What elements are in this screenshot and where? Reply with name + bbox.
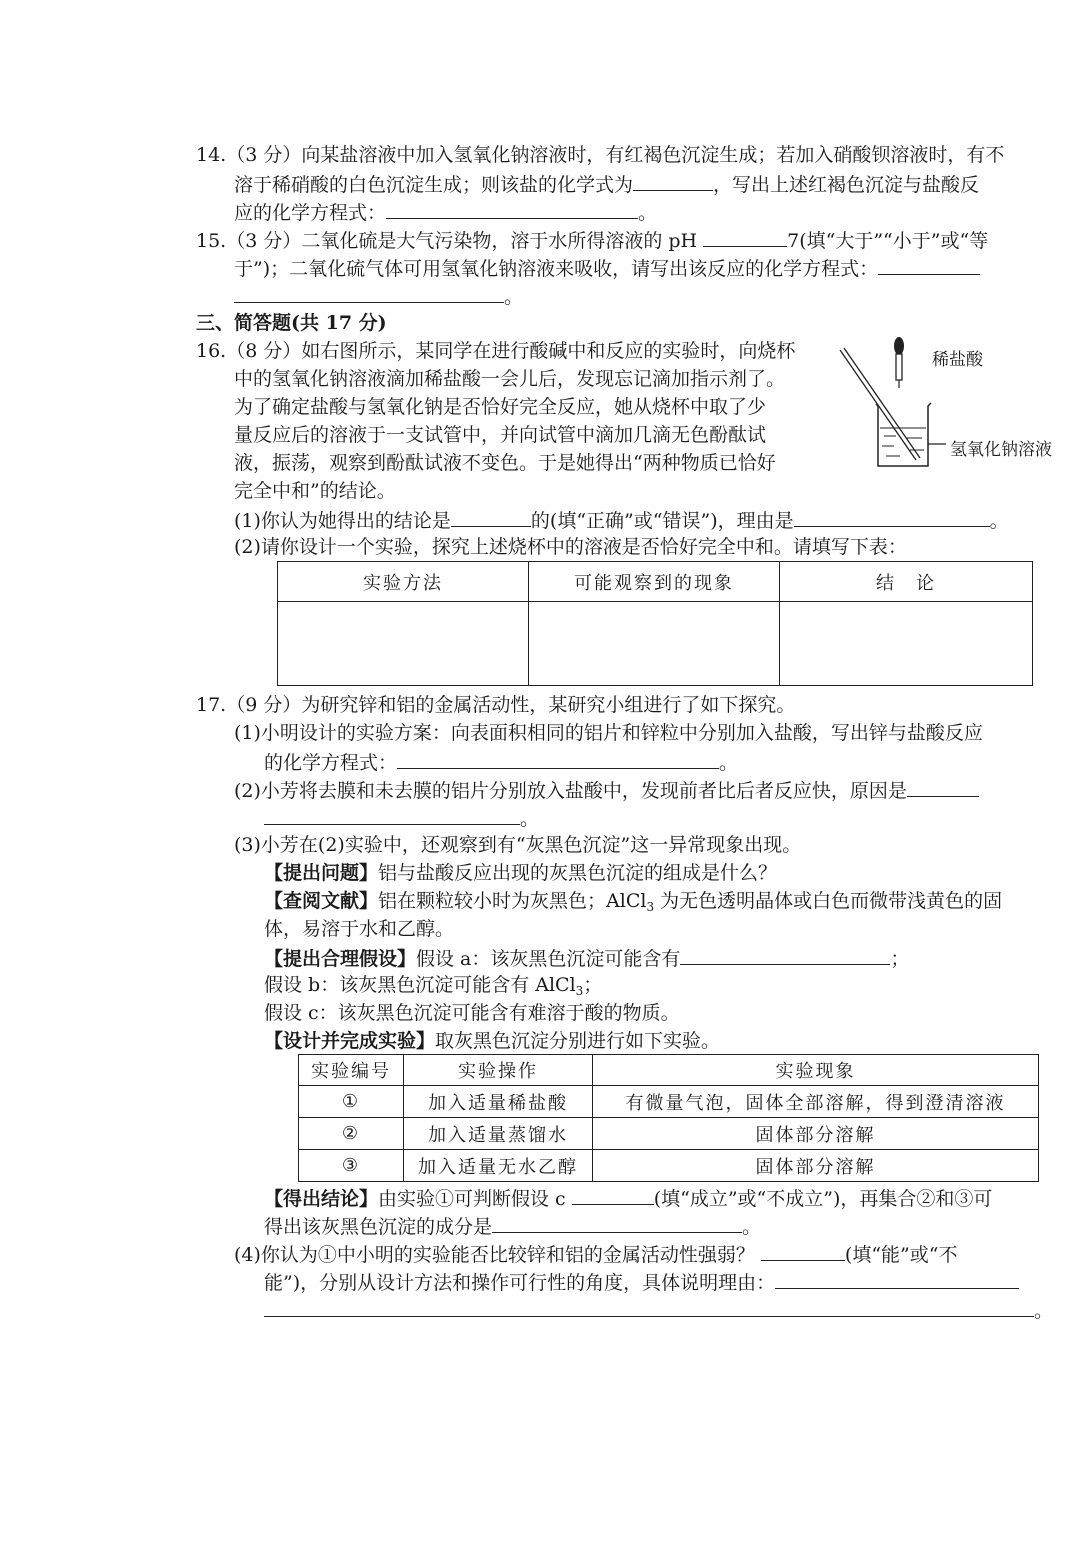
- q15-line-1: [196, 226, 988, 254]
- q16-cell-phenomenon[interactable]: [529, 602, 780, 686]
- q16-cell-conclusion[interactable]: [780, 602, 1033, 686]
- q16-header-conclusion: 结 论: [780, 562, 1033, 602]
- q17-design: [264, 1028, 720, 1056]
- conclusion-tag: 【得出结论】: [264, 1188, 379, 1210]
- design-text: 取灰黑色沉淀分别进行如下实验。: [435, 1030, 721, 1052]
- hypothesis-b-text: 假设 b：该灰黑色沉淀可能含有 AlCl: [264, 974, 576, 996]
- q17-hypothesis-a: [264, 944, 909, 972]
- q17-header-operation: 实验操作: [404, 1055, 593, 1086]
- q17-header-phenomenon: 实验现象: [593, 1055, 1039, 1086]
- q17-reason-blank-1[interactable]: [907, 776, 979, 797]
- q14-line-3: [234, 198, 657, 226]
- q17-row1-number: ①: [299, 1086, 404, 1118]
- q16-header-method: 实验方法: [278, 562, 529, 602]
- q17-p2-period: 。: [520, 808, 540, 830]
- q14-line-2: [234, 170, 979, 198]
- alcl3-subscript: 3: [646, 900, 655, 914]
- q14-line-1: 14.（3 分）向某盐溶液中加入氢氧化钠溶液时，有红褐色沉淀生成；若加入硝酸钡溶液时，有不: [196, 144, 1005, 166]
- q16-cell-method[interactable]: [278, 602, 529, 686]
- q16-line-4: 量反应后的溶液于一支试管中，并向试管中滴加几滴无色酚酞试: [234, 424, 767, 446]
- hypothesis-c-blank[interactable]: [572, 1184, 654, 1205]
- q15-period: 。: [504, 286, 524, 308]
- q17-p1-text: 的化学方程式：: [264, 752, 398, 774]
- q15-equation-blank-1[interactable]: [878, 254, 980, 275]
- q16-line-2: 中的氢氧化钠溶液滴加稀盐酸一会儿后，发现忘记滴加指示剂了。: [234, 368, 786, 390]
- q17-row3-operation: 加入适量无水乙醇: [404, 1150, 593, 1182]
- q17-experiment-table: [298, 1054, 1039, 1182]
- q16-header-phenomenon: 可能观察到的现象: [529, 562, 780, 602]
- conclusion-text-1b: (填“成立”或“不成立”)，再集合②和③可: [653, 1188, 993, 1210]
- q14-text-2a: 溶于稀硝酸的白色沉淀生成；则该盐的化学式为: [234, 174, 634, 196]
- dropper-bulb: [894, 337, 904, 355]
- q16-part-1: [234, 506, 1009, 534]
- q17-row3-number: ③: [299, 1150, 404, 1182]
- design-tag: 【设计并完成实验】: [264, 1030, 436, 1052]
- q17-part-1a: (1)小明设计的实验方案：向表面积相同的铝片和锌粒中分别加入盐酸，写出锌与盐酸反应: [234, 722, 983, 744]
- q17-row2-operation: 加入适量蒸馏水: [404, 1118, 593, 1150]
- q17-literature-2: 体，易溶于水和乙醇。: [264, 918, 455, 940]
- conclusion-text-1a: 由实验①可判断假设 c: [378, 1188, 566, 1210]
- q17-row2-number: ②: [299, 1118, 404, 1150]
- q14-period: 。: [638, 202, 658, 224]
- q16-p1-text-b: 的(填“正确”或“错误”)，理由是: [530, 510, 794, 532]
- figure-label-base: 氢氧化钠溶液: [950, 440, 1052, 460]
- ask-text: 铝与盐酸反应出现的灰黑色沉淀的组成是什么？: [378, 862, 778, 884]
- q17-p4-text-a: (4)你认为①中小明的实验能否比较锌和铝的金属活动性强弱？: [234, 1244, 755, 1266]
- composition-blank[interactable]: [492, 1212, 742, 1233]
- q17-intro: 17.（9 分）为研究锌和铝的金属活动性，某研究小组进行了如下探究。: [196, 694, 796, 716]
- q17-row2-phenomenon: 固体部分溶解: [593, 1118, 1039, 1150]
- q17-hypothesis-b: [264, 972, 602, 1000]
- conclusion-period: 。: [742, 1216, 762, 1238]
- q17-ask: [264, 860, 777, 888]
- q17-conclusion-2: [264, 1212, 761, 1240]
- q17-reason-blank-2[interactable]: [264, 804, 520, 825]
- q16-line-3: 为了确定盐酸与氢氧化钠是否恰好完全反应，她从烧杯中取了少: [234, 396, 767, 418]
- literature-tag: 【查阅文献】: [264, 890, 379, 912]
- q17-p4-period: 。: [1034, 1300, 1054, 1322]
- figure-label-acid: 稀盐酸: [932, 350, 983, 370]
- q17-part-1b: [264, 748, 738, 776]
- q17-literature-1: [264, 888, 1002, 916]
- q16-line-6: 完全中和”的结论。: [234, 480, 396, 502]
- beaker-dropper-figure: [836, 332, 946, 472]
- q17-part-3: (3)小芳在(2)实验中，还观察到有“灰黑色沉淀”这一异常现象出现。: [234, 834, 802, 856]
- q17-part-2b: [264, 804, 539, 832]
- q15-text-1b: 7(填“大于”“小于”或“等: [787, 230, 989, 252]
- q15-text-1a: 15.（3 分）二氧化硫是大气污染物，溶于水所得溶液的 pH: [196, 230, 698, 252]
- q17-part-2a: [234, 776, 979, 804]
- q17-part-4c: [264, 1296, 1053, 1324]
- q16-p1-text-a: (1)你认为她得出的结论是: [234, 510, 451, 532]
- q17-part-4a: [234, 1240, 957, 1268]
- literature-text-1b: 为无色透明晶体或白色而微带浅黄色的固: [654, 890, 1003, 912]
- q16-reason-blank[interactable]: [794, 506, 990, 527]
- hypothesis-tag: 【提出合理假设】: [264, 948, 417, 970]
- q16-answer-table: [277, 561, 1033, 686]
- hypothesis-a-blank[interactable]: [680, 944, 890, 965]
- q17-can-blank[interactable]: [761, 1240, 845, 1261]
- hypothesis-a-text: 假设 a：该灰黑色沉淀可能含有: [416, 948, 681, 970]
- literature-text-1: 铝在颗粒较小时为灰黑色；AlCl: [378, 890, 647, 912]
- q14-formula-blank[interactable]: [633, 170, 713, 191]
- q16-part-2: (2)请你设计一个实验，探究上述烧杯中的溶液是否恰好完全中和。请填写下表：: [234, 536, 907, 558]
- q17-reason-line-2[interactable]: [264, 1296, 1034, 1317]
- q17-hypothesis-c: 假设 c：该灰黑色沉淀可能含有难溶于酸的物质。: [264, 1002, 680, 1024]
- hypothesis-b-subscript: 3: [575, 984, 584, 998]
- q17-reason-line-1[interactable]: [775, 1268, 1019, 1289]
- hypothesis-b-end: ；: [583, 974, 603, 996]
- q17-conclusion-1: [264, 1184, 992, 1212]
- q15-line-2: [234, 254, 980, 282]
- dropper-tube: [896, 354, 902, 380]
- q17-p1-period: 。: [719, 752, 739, 774]
- q17-part-4b: [264, 1268, 1019, 1296]
- q16-p1-period: 。: [989, 510, 1009, 532]
- q15-ph-blank[interactable]: [703, 226, 787, 247]
- q17-row1-phenomenon: 有微量气泡，固体全部溶解，得到澄清溶液: [593, 1086, 1039, 1118]
- conclusion-text-2a: 得出该灰黑色沉淀的成分是: [264, 1216, 493, 1238]
- hypothesis-a-end: ；: [890, 948, 910, 970]
- q17-row3-phenomenon: 固体部分溶解: [593, 1150, 1039, 1182]
- q17-p2-text: (2)小芳将去膜和未去膜的铝片分别放入盐酸中，发现前者比后者反应快，原因是: [234, 780, 907, 802]
- q14-text-3a: 应的化学方程式：: [234, 202, 387, 224]
- q15-line-3: [234, 282, 523, 310]
- q16-line-5: 液，振荡，观察到酚酞试液不变色。于是她得出“两种物质已恰好: [234, 452, 776, 474]
- q14-text-2b: ，写出上述红褐色沉淀与盐酸反: [713, 174, 980, 196]
- section-3-title: 三、简答题(共 17 分): [196, 312, 387, 334]
- q14-equation-blank[interactable]: [386, 198, 638, 219]
- ask-tag: 【提出问题】: [264, 862, 379, 884]
- q16-line-1: 16.（8 分）如右图所示，某同学在进行酸碱中和反应的实验时，向烧杯: [196, 340, 796, 362]
- q15-text-2a: 于”)；二氧化硫气体可用氢氧化钠溶液来吸收，请写出该反应的化学方程式：: [234, 258, 879, 280]
- q15-equation-blank-2[interactable]: [234, 282, 504, 303]
- q16-conclusion-blank[interactable]: [451, 506, 531, 527]
- q17-header-number: 实验编号: [299, 1055, 404, 1086]
- q17-equation-blank[interactable]: [397, 748, 719, 769]
- q17-p4-text-b: (填“能”或“不: [844, 1244, 958, 1266]
- q17-row1-operation: 加入适量稀盐酸: [404, 1086, 593, 1118]
- q17-p4-text-c: 能”)，分别从设计方法和操作可行性的角度，具体说明理由：: [264, 1272, 776, 1294]
